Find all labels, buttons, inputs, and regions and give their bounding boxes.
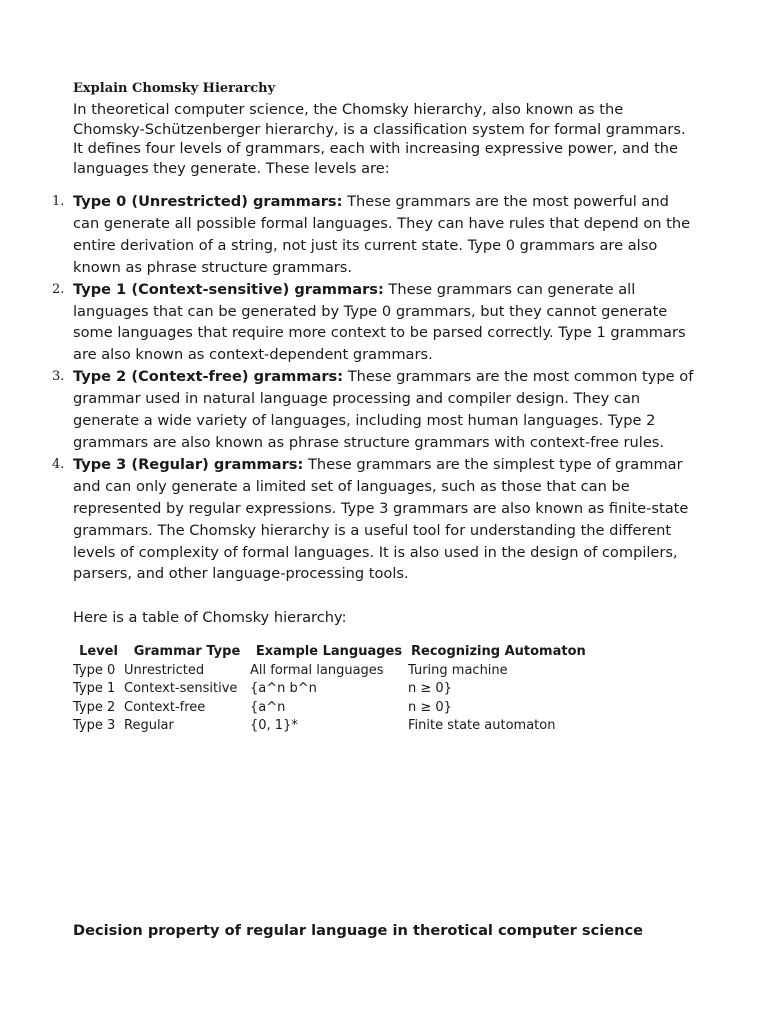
table-cell: Turing machine — [408, 662, 508, 678]
table-header-grammar-type: Grammar Type — [133, 643, 241, 659]
chomsky-table — [73, 641, 589, 734]
list-item-term: Type 3 (Regular) grammars: — [73, 455, 304, 473]
list-item-text: These grammars are the most powerful and can generate all possible formal languages. They can have rules that depend on the entire derivation of a string, not just its current state. Type 0 grammars are also known as phrase structure grammars. — [73, 193, 691, 276]
table-cell: Finite state automaton — [408, 717, 556, 733]
list-item-term: Type 1 (Context-sensitive) grammars: — [73, 280, 384, 298]
table-cell: {0, 1}* — [250, 717, 298, 733]
list-item — [52, 454, 698, 585]
table-cell: All formal languages — [250, 662, 384, 678]
list-item — [52, 191, 698, 279]
document-page — [52, 80, 698, 735]
list-item-number: 3. — [52, 369, 65, 385]
table-cell: n ≥ 0} — [408, 681, 452, 697]
list-item-number: 4. — [52, 456, 65, 472]
list-item-text: These grammars are the simplest type of grammar and can only generate a limited set of languages, such as those that can be represented by regular expressions. Type 3 grammars are also known as finite-state grammars. The Chomsky hierarchy is a useful tool for understanding the different levels of complexity of formal languages. It is also used in the design of compilers, parsers, and other language-processing tools. — [73, 455, 689, 583]
table-intro: Here is a table of Chomsky hierarchy: — [73, 609, 347, 627]
table-header-level: Level — [79, 643, 118, 659]
table-row — [73, 680, 589, 698]
section-heading: Decision property of regular language in therotical computer science — [73, 922, 644, 939]
table-cell: {a^n — [250, 699, 286, 715]
table-cell: Type 2 — [73, 699, 116, 715]
table-row — [73, 661, 589, 679]
table-cell: Regular — [124, 717, 174, 733]
document-title: Explain Chomsky Hierarchy — [73, 81, 276, 96]
table-cell: n ≥ 0} — [408, 699, 452, 715]
table-header-recognizing-automaton: Recognizing Automaton — [411, 643, 586, 659]
list-item-number: 2. — [52, 281, 65, 297]
list-item — [52, 279, 698, 367]
list-item — [52, 366, 698, 454]
table-cell: Type 0 — [73, 662, 116, 678]
table-cell: Type 1 — [73, 681, 116, 697]
intro-paragraph: In theoretical computer science, the Chomsky hierarchy, also known as the Chomsky-Schützenberger hierarchy, is a classification system for formal grammars. It defines four levels of grammars, each with increasing expressive power, and the languages they generate. These levels are: — [73, 101, 686, 177]
table-header-example-languages: Example Languages — [255, 643, 403, 659]
table-row — [73, 716, 589, 734]
table-cell: Unrestricted — [124, 662, 205, 678]
table-cell: {a^n b^n — [250, 681, 317, 697]
list-item-number: 1. — [52, 194, 65, 209]
table-row — [73, 698, 589, 716]
table-cell: Type 3 — [73, 717, 116, 733]
hierarchy-list — [52, 191, 698, 585]
table-cell: Context-free — [124, 699, 206, 715]
list-item-term: Type 0 (Unrestricted) grammars: — [73, 193, 343, 210]
table-header-row — [73, 641, 589, 661]
list-item-term: Type 2 (Context-free) grammars: — [73, 368, 344, 386]
list-item-text: These grammars can generate all languages that can be generated by Type 0 grammars, but they cannot generate some languages that require more context to be parsed correctly. Type 1 grammars are also known as context-dependent grammars. — [73, 280, 686, 364]
list-item-text: These grammars are the most common type of grammar used in natural language processing and compiler design. They can generate a wide variety of languages, including most human languages. Type 2 grammars are also known as phrase structure grammars with context-free rules. — [73, 368, 694, 451]
table-cell: Context-sensitive — [124, 681, 238, 697]
